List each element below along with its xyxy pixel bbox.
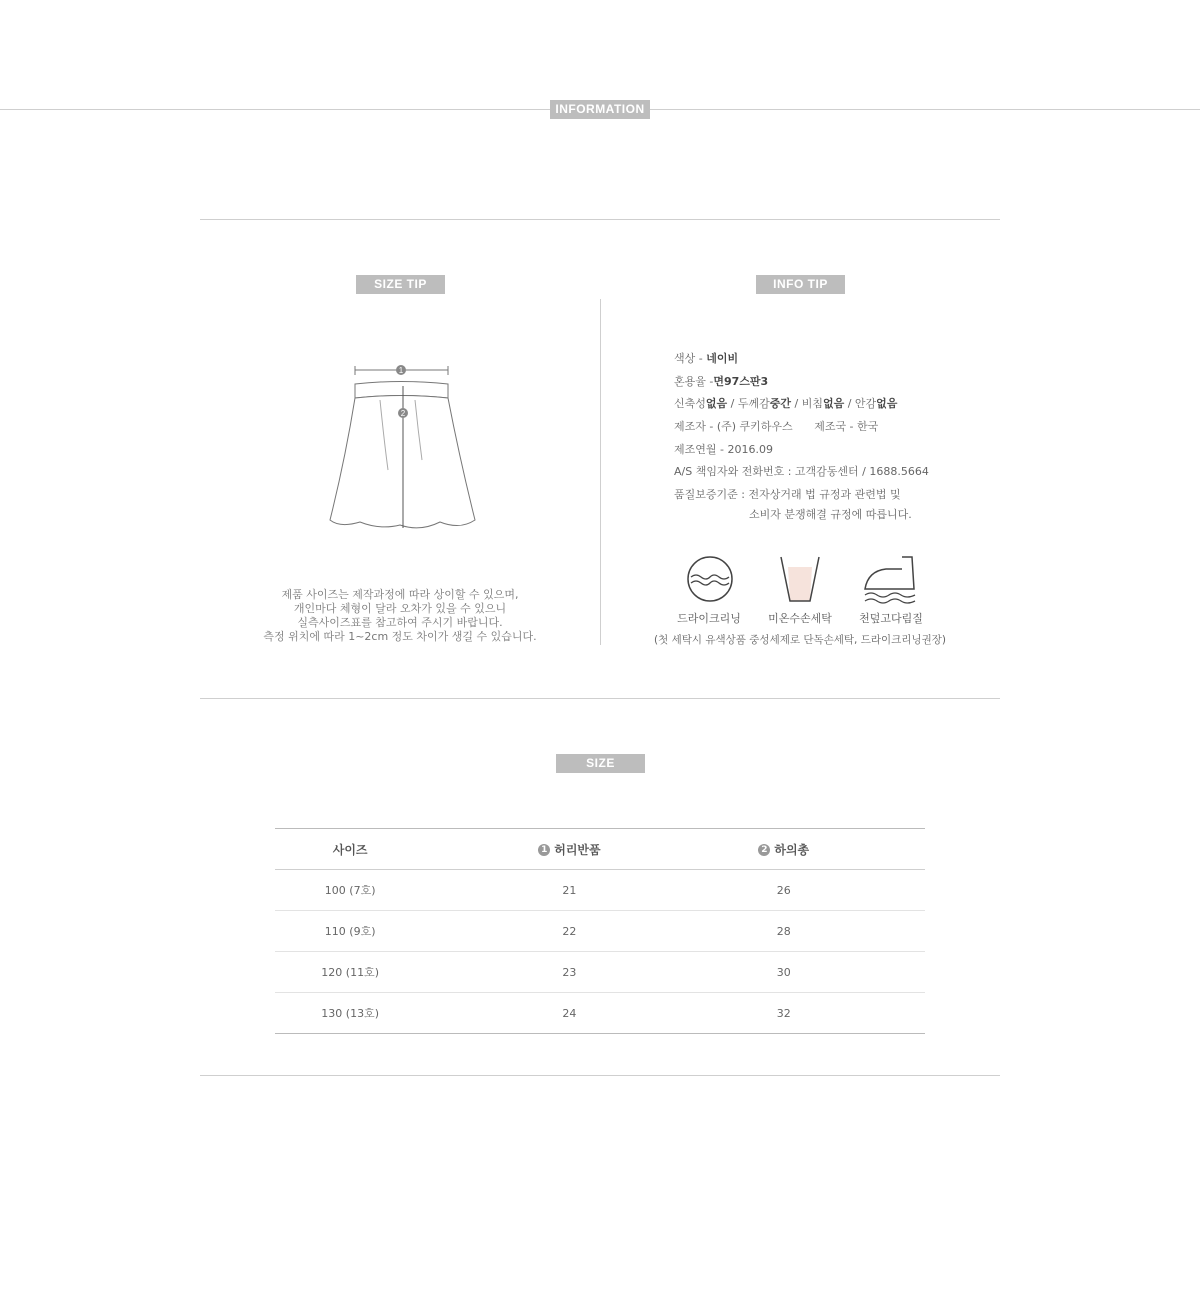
- column-divider: [600, 299, 601, 645]
- section-divider-bottom: [200, 1075, 1000, 1076]
- skirt-diagram: [320, 360, 490, 535]
- size-note-line-1: 제품 사이즈는 제작과정에 따라 상이할 수 있으며,: [281, 588, 519, 601]
- info-quality-2: 소비자 분쟁해결 규정에 따릅니다.: [749, 508, 912, 521]
- size-tag: [556, 754, 645, 773]
- size-label: SIZE: [586, 756, 615, 770]
- info-blend: 혼용율 -면97스판3: [674, 375, 769, 388]
- size-note: [220, 588, 580, 644]
- info-as: A/S 책임자와 전화번호 : 고객감동센터 / 1688.5664: [674, 465, 929, 478]
- hand-wash-icon: [778, 555, 822, 605]
- dry-clean-icon: [686, 555, 734, 603]
- header-waist: 1 허리반품: [425, 829, 713, 870]
- information-tag: [550, 100, 650, 119]
- table-row: 110 (9호) 22 28: [275, 911, 925, 952]
- info-country: 제조국 - 한국: [814, 420, 879, 433]
- size-note-line-2: 개인마다 체형이 달라 오차가 있을 수 있으니: [293, 602, 507, 615]
- section-divider-top: [200, 219, 1000, 220]
- care-dry-clean-label: 드라이크리닝: [677, 612, 741, 625]
- info-properties: 신축성없음 / 두께감중간 / 비침없음 / 안감없음: [674, 397, 898, 410]
- iron-with-cloth-icon: [862, 555, 918, 605]
- size-tip-tag: [356, 275, 445, 294]
- care-iron-label: 천덮고다림질: [859, 612, 923, 625]
- size-tip-label: SIZE TIP: [374, 277, 427, 291]
- size-table: [275, 828, 925, 1034]
- info-color: 색상 - 네이비: [674, 352, 739, 365]
- svg-text:1: 1: [398, 366, 404, 375]
- info-date: 제조연월 - 2016.09: [674, 443, 773, 456]
- size-table-header: [275, 829, 925, 870]
- info-tip-tag: [756, 275, 845, 294]
- care-hand-wash-label: 미온수손세탁: [768, 612, 832, 625]
- care-note: (첫 세탁시 유색상품 중성세제로 단독손세탁, 드라이크리닝권장): [654, 634, 946, 646]
- info-tip-label: INFO TIP: [773, 277, 828, 291]
- header-length: 2 하의총: [714, 829, 854, 870]
- table-row: 130 (13호) 24 32: [321, 1006, 791, 1020]
- marker-1-icon: 1: [538, 844, 550, 856]
- section-divider-middle: [200, 698, 1000, 699]
- info-maker: 제조자 - (주) 쿠키하우스 제조국 - 한국: [674, 420, 879, 433]
- table-row: 120 (11호) 23 30: [275, 952, 925, 993]
- marker-2-icon: 2: [758, 844, 770, 856]
- header-size: 사이즈: [275, 829, 425, 870]
- info-quality-1: 품질보증기준 : 전자상거래 법 규정과 관련법 및: [674, 488, 901, 501]
- size-note-line-4: 측정 위치에 따라 1~2cm 정도 차이가 생길 수 있습니다.: [263, 630, 537, 643]
- information-label: INFORMATION: [555, 102, 645, 116]
- svg-text:2: 2: [400, 409, 406, 418]
- table-row: 100 (7호) 21 26: [275, 870, 925, 911]
- size-note-line-3: 실측사이즈표를 참고하여 주시기 바랍니다.: [297, 616, 503, 629]
